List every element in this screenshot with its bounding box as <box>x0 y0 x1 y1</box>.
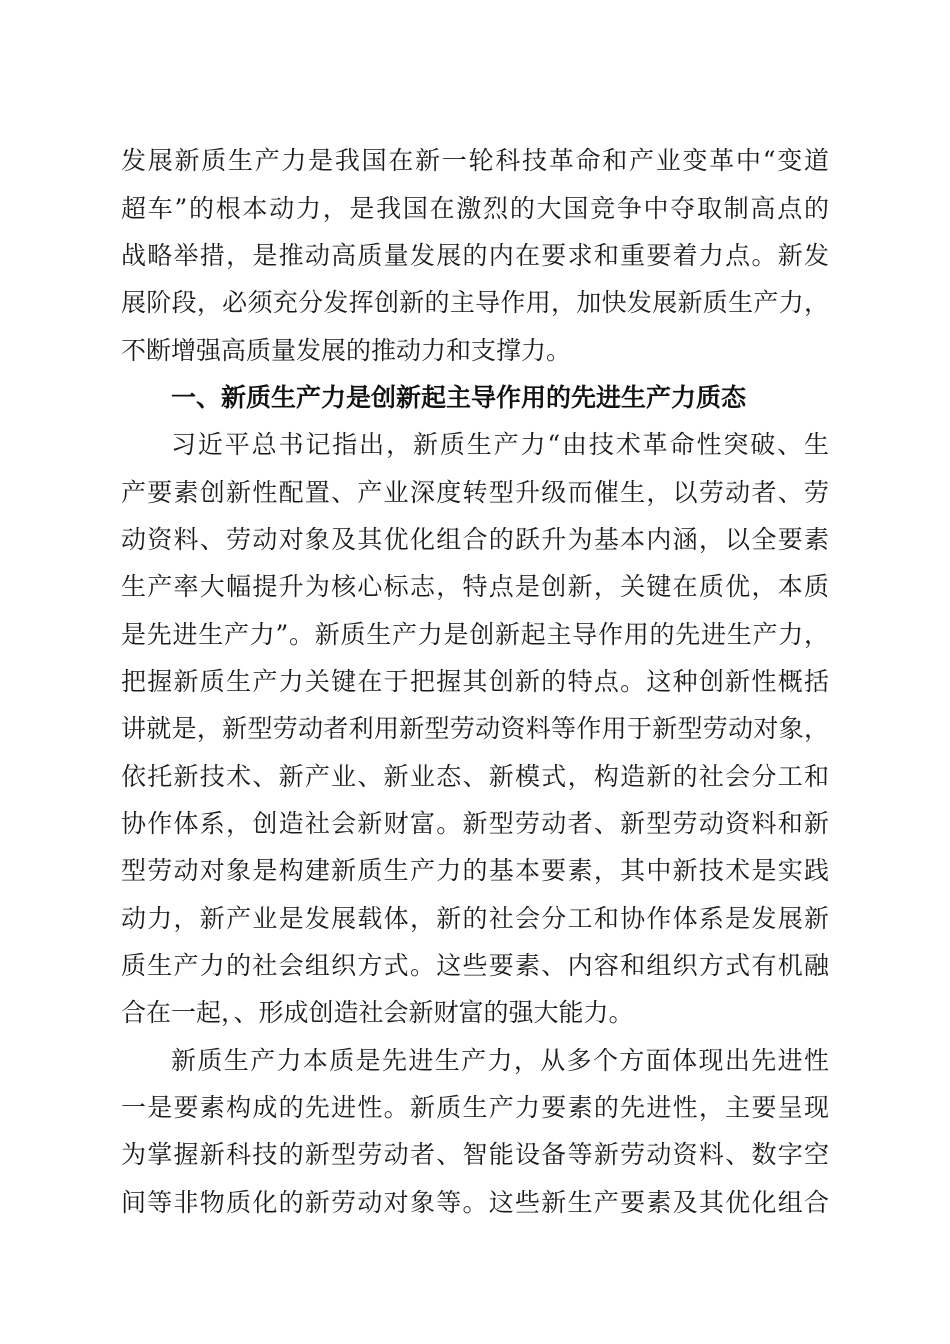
body-line: 新质生产力本质是先进生产力，从多个方面体现出先进性 <box>171 1046 829 1075</box>
body-line: 动力，新产业是发展载体，新的社会分工和协作体系是发展新 <box>121 904 829 933</box>
body-line: 依托新技术、新产业、新业态、新模式，构造新的社会分工和 <box>121 762 829 791</box>
body-line: 质生产力的社会组织方式。这些要素、内容和组织方式有机融 <box>121 951 829 980</box>
intro-line: 超车”的根本动力，是我国在激烈的大国竞争中夺取制高点的 <box>121 194 829 223</box>
body-line: 把握新质生产力关键在于把握其创新的特点。这种创新性概括 <box>121 667 829 696</box>
body-line: 合在一起，、形成创造社会新财富的强大能力。 <box>121 998 634 1027</box>
intro-line: 发展新质生产力是我国在新一轮科技革命和产业变革中“变道 <box>121 146 829 175</box>
body-line: 一是要素构成的先进性。新质生产力要素的先进性，主要呈现 <box>121 1093 829 1122</box>
body-line: 动资料、劳动对象及其优化组合的跃升为基本内涵，以全要素 <box>121 525 829 554</box>
intro-line: 战略举措，是推动高质量发展的内在要求和重要着力点。新发 <box>121 241 829 270</box>
body-line: 协作体系，创造社会新财富。新型劳动者、新型劳动资料和新 <box>121 809 829 838</box>
body-line: 间等非物质化的新劳动对象等。这些新生产要素及其优化组合 <box>121 1188 829 1217</box>
body-line: 习近平总书记指出，新质生产力“由技术革命性突破、生 <box>171 430 829 459</box>
body-line: 是先进生产力”。新质生产力是创新起主导作用的先进生产力， <box>121 620 829 649</box>
body-line: 型劳动对象是构建新质生产力的基本要素，其中新技术是实践 <box>121 856 829 885</box>
body-line: 生产率大幅提升为核心标志，特点是创新，关键在质优，本质 <box>121 572 829 601</box>
intro-line: 展阶段，必须充分发挥创新的主导作用，加快发展新质生产力， <box>121 288 829 317</box>
body-line: 为掌握新科技的新型劳动者、智能设备等新劳动资料、数字空 <box>121 1140 829 1169</box>
intro-line: 不断增强高质量发展的推动力和支撑力。 <box>121 336 572 365</box>
body-line: 产要素创新性配置、产业深度转型升级而催生，以劳动者、劳 <box>121 478 829 507</box>
section-heading: 一、新质生产力是创新起主导作用的先进生产力质态 <box>171 383 747 412</box>
body-line: 讲就是，新型劳动者利用新型劳动资料等作用于新型劳动对象， <box>121 714 829 743</box>
